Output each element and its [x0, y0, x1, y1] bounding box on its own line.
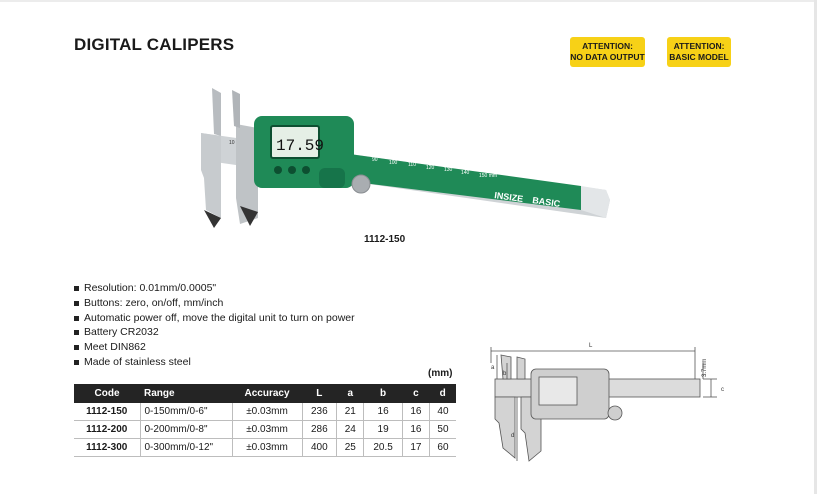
cell-c: 17	[402, 439, 429, 457]
cell-accuracy: ±0.03mm	[232, 439, 302, 457]
table-row	[74, 439, 456, 457]
scale-mark: 100	[389, 160, 398, 166]
zero-button-icon	[274, 166, 282, 174]
table-row	[74, 403, 456, 421]
col-d: d	[429, 384, 456, 403]
col-accuracy: Accuracy	[232, 384, 302, 403]
cell-b: 20.5	[364, 439, 402, 457]
list-item: Made of stainless steel	[74, 355, 355, 370]
attention-badge-basic-model	[667, 37, 731, 67]
lock-screw-outline	[608, 406, 622, 420]
cell-range: 0-200mm/0-8"	[140, 421, 232, 439]
page-title: DIGITAL CALIPERS	[74, 35, 235, 54]
scale-mark: 120	[426, 165, 435, 171]
thumb-roller	[319, 168, 345, 188]
dim-label-d: d	[511, 433, 515, 439]
badge-line: ATTENTION:	[673, 41, 725, 51]
col-c: c	[402, 384, 429, 403]
unit-label: (mm)	[428, 368, 453, 379]
spec-table	[74, 384, 456, 457]
model-label: 1112-150	[364, 234, 406, 245]
scale-mark: 150 mm	[479, 173, 498, 179]
col-l: L	[302, 384, 337, 403]
table-header-row	[74, 384, 456, 403]
cell-l: 236	[302, 403, 337, 421]
list-item: Buttons: zero, on/off, mm/inch	[74, 296, 355, 311]
col-b: b	[364, 384, 402, 403]
dim-label-c: c	[721, 387, 724, 393]
cell-c: 16	[402, 421, 429, 439]
col-code: Code	[74, 384, 140, 403]
cell-a: 24	[337, 421, 364, 439]
scale-mark: 90	[372, 157, 378, 163]
scale-mark: 10	[229, 140, 235, 146]
cell-l: 286	[302, 421, 337, 439]
cell-d: 50	[429, 421, 456, 439]
unit-button-icon	[302, 166, 310, 174]
badge-line: ATTENTION:	[582, 41, 633, 51]
dimension-drawing	[485, 333, 735, 473]
table-row	[74, 421, 456, 439]
cell-a: 25	[337, 439, 364, 457]
cell-a: 21	[337, 403, 364, 421]
dim-label-b: b	[503, 371, 507, 377]
brand-logo: INSIZE	[493, 190, 524, 205]
sliding-upper-jaw-outline	[517, 357, 525, 379]
scale-mark: 140	[461, 170, 470, 176]
list-item: Meet DIN862	[74, 340, 355, 355]
scale-mark: 110	[408, 162, 416, 168]
attention-badge-no-data-output	[570, 37, 645, 67]
sliding-upper-jaw	[232, 90, 240, 128]
col-a: a	[337, 384, 364, 403]
cell-b: 16	[364, 403, 402, 421]
cell-range: 0-150mm/0-6"	[140, 403, 232, 421]
cell-c: 16	[402, 403, 429, 421]
lcd-reading: 17.59	[276, 137, 325, 155]
list-item: Battery CR2032	[74, 325, 355, 340]
badge-line: NO DATA OUTPUT	[570, 52, 645, 62]
scale-mark: 130	[444, 167, 453, 173]
cell-d: 40	[429, 403, 456, 421]
feature-list	[74, 281, 355, 370]
badge-line: BASIC MODEL	[669, 52, 729, 62]
cell-code: 1112-200	[74, 421, 140, 439]
series-label: BASIC	[531, 195, 561, 209]
cell-accuracy: ±0.03mm	[232, 403, 302, 421]
col-range: Range	[140, 384, 232, 403]
fixed-jaw-outline	[495, 397, 515, 458]
fixed-jaw	[201, 133, 221, 218]
dim-label-a: a	[491, 365, 495, 371]
cell-code: 1112-150	[74, 403, 140, 421]
list-item: Resolution: 0.01mm/0.0005"	[74, 281, 355, 296]
top-border	[0, 0, 817, 2]
lock-screw-icon	[352, 175, 370, 193]
fixed-upper-jaw	[212, 88, 221, 136]
caliper-photo	[176, 78, 626, 258]
power-button-icon	[288, 166, 296, 174]
lcd-outline	[539, 377, 577, 405]
cell-b: 19	[364, 421, 402, 439]
list-item: Automatic power off, move the digital unit to turn on power	[74, 311, 355, 326]
dim-label-thickness: 3.7mm	[702, 358, 708, 377]
cell-range: 0-300mm/0-12"	[140, 439, 232, 457]
cell-l: 400	[302, 439, 337, 457]
cell-accuracy: ±0.03mm	[232, 421, 302, 439]
cell-d: 60	[429, 439, 456, 457]
cell-code: 1112-300	[74, 439, 140, 457]
dim-label-l: L	[589, 343, 593, 349]
